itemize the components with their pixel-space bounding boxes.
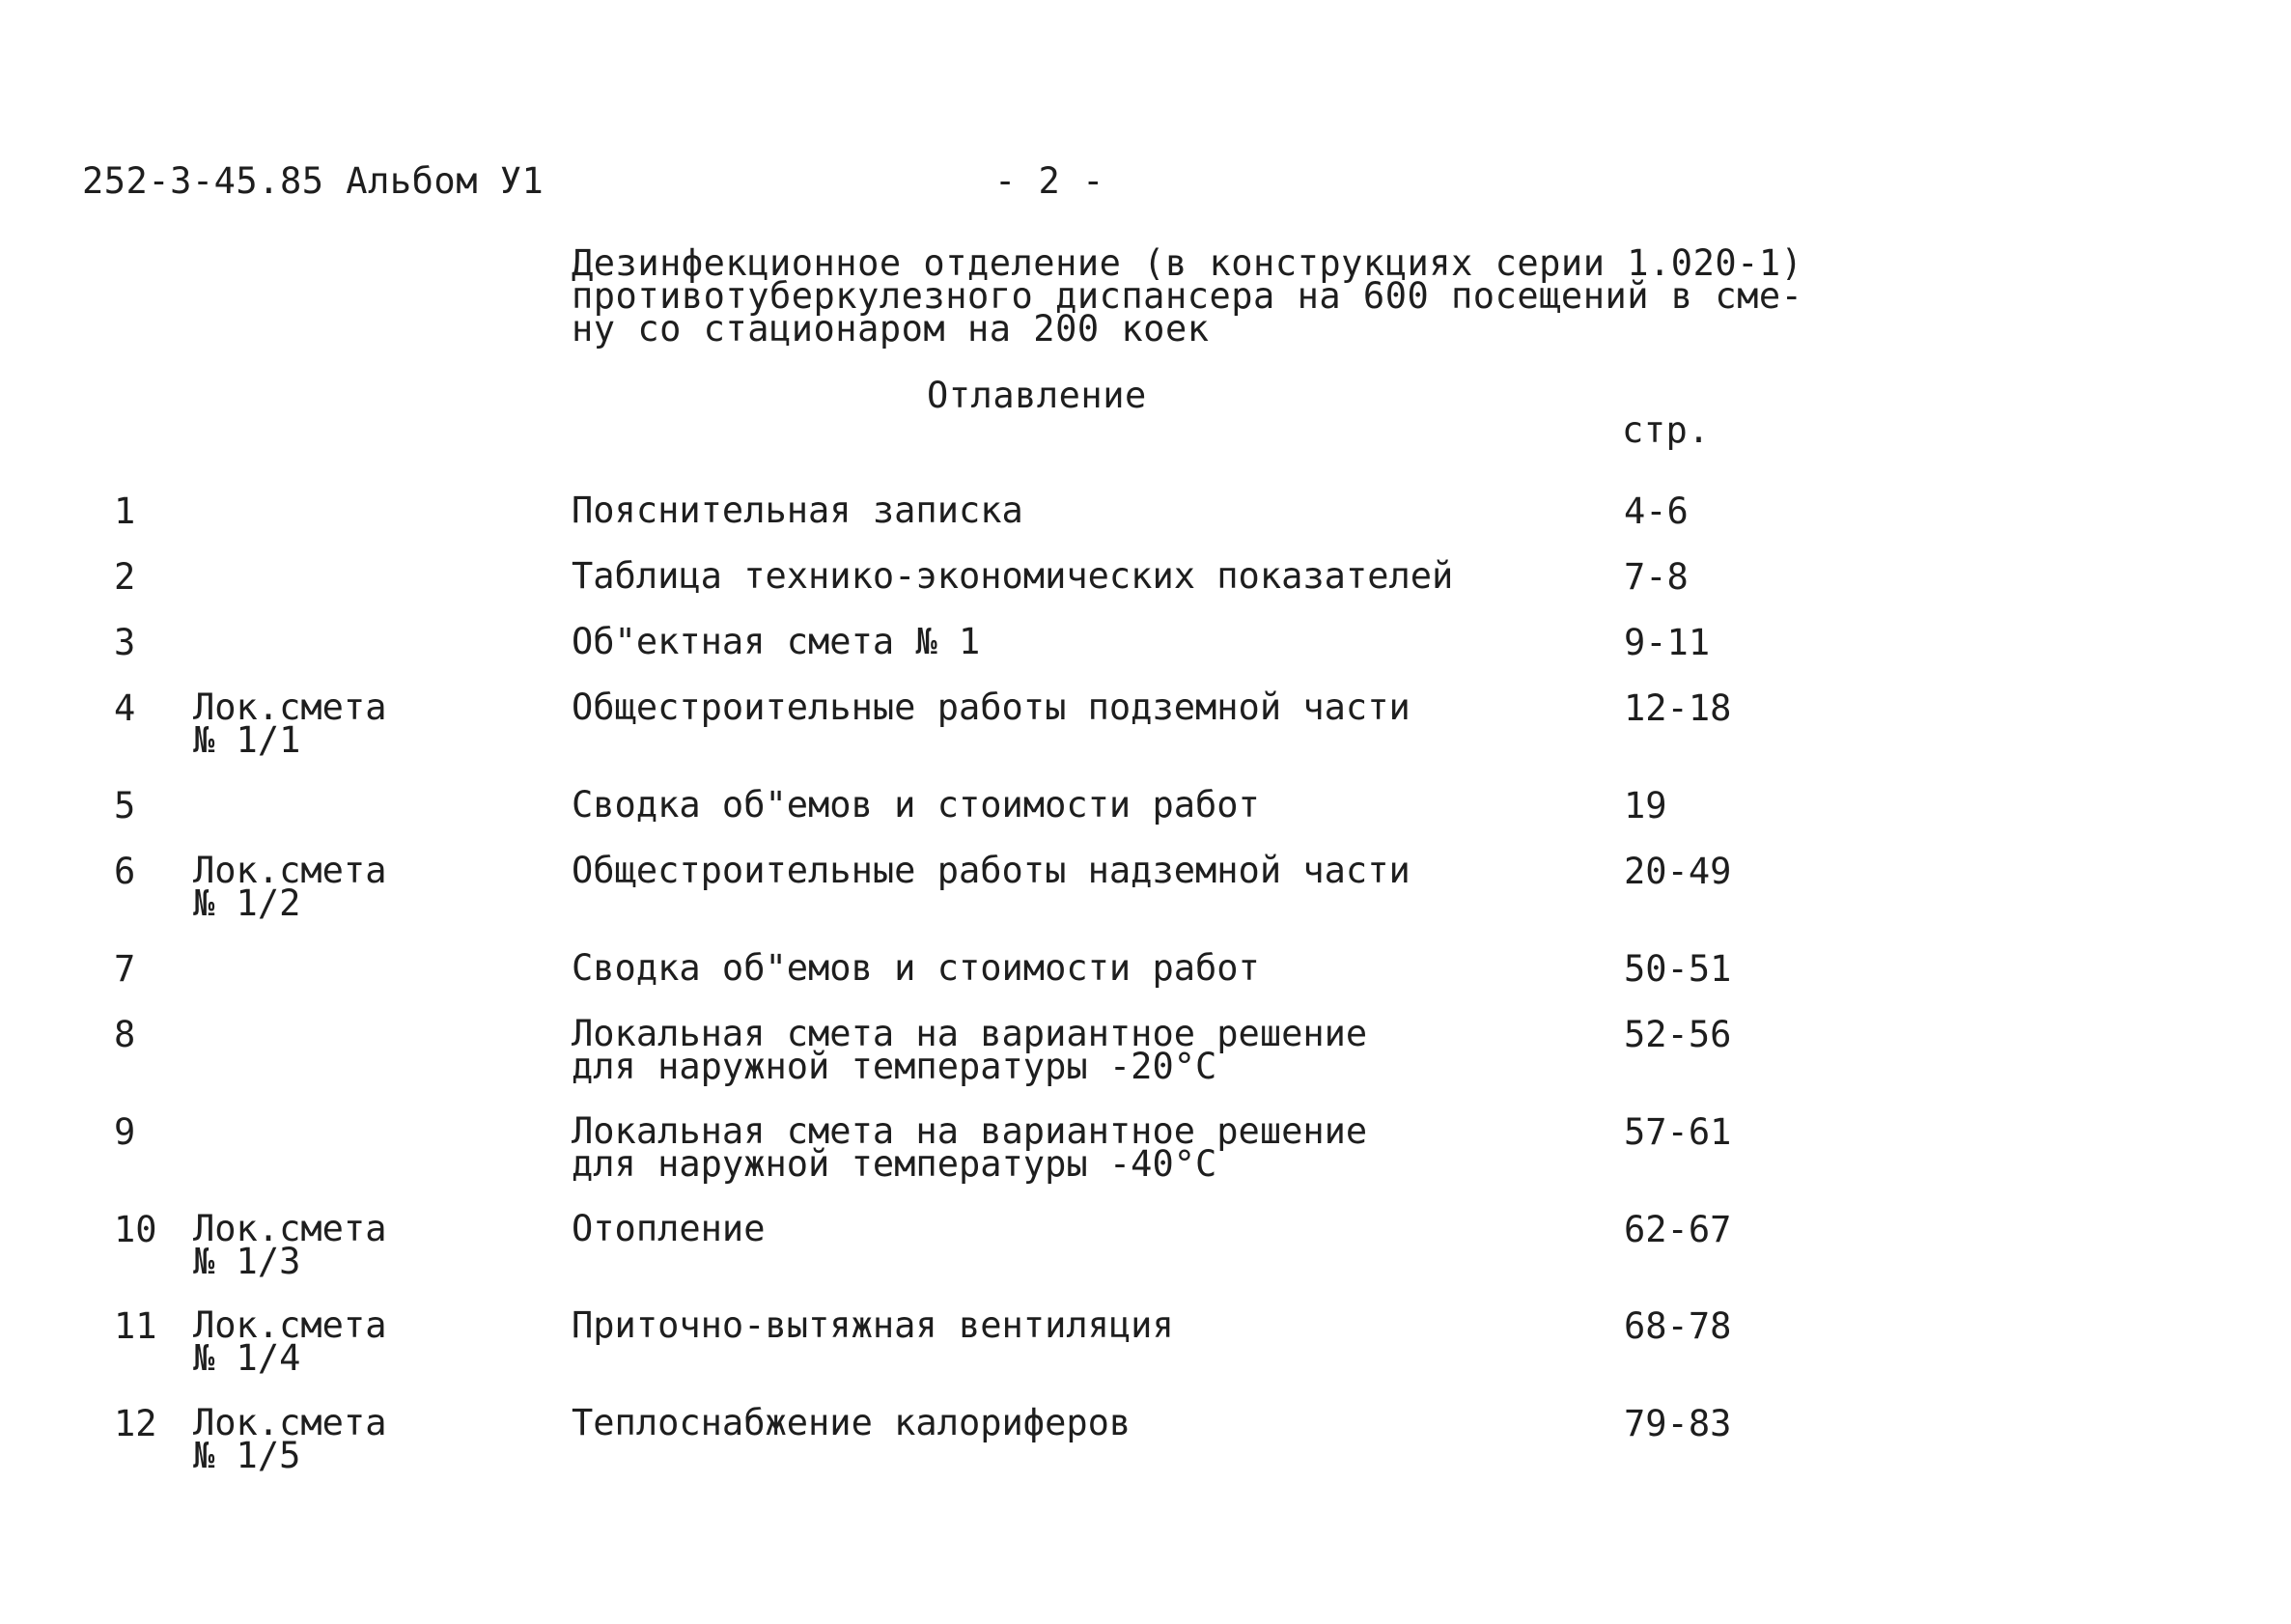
- toc-row: [0, 1208, 2291, 1282]
- row-pages: 9-11: [1624, 622, 1711, 663]
- toc-row: [0, 1110, 2291, 1185]
- toc-row: [0, 1304, 2291, 1379]
- document-title: Дезинфекционное отделение (в конструкциях серии 1.020-1) противотуберкулезного диспансера на 600 посещений в сме- ну со стационаром на 200 коек: [572, 242, 1803, 350]
- row-pages: 20-49: [1624, 851, 1732, 892]
- row-title: Отопление: [572, 1208, 766, 1249]
- row-pages: 50-51: [1624, 948, 1732, 990]
- toc-row: [0, 947, 2291, 1020]
- row-number: 5: [114, 785, 136, 826]
- toc-row: [0, 621, 2291, 693]
- toc-row: [0, 1402, 2291, 1476]
- row-title: Общестроительные работы надземной части: [572, 850, 1411, 891]
- row-title: Общестроительные работы подземной части: [572, 686, 1411, 728]
- row-number: 2: [114, 556, 136, 598]
- row-title: Сводка об"емов и стоимости работ: [572, 947, 1260, 989]
- row-title: Локальная смета на вариантное решение для наружной температуры -40°С: [572, 1110, 1368, 1185]
- row-number: 6: [114, 851, 136, 892]
- row-number: 11: [114, 1305, 157, 1347]
- row-document: Лок.смета № 1/2: [193, 850, 387, 924]
- row-number: 9: [114, 1111, 136, 1153]
- toc-row: [0, 850, 2291, 924]
- toc-row: [0, 686, 2291, 761]
- row-pages: 19: [1624, 785, 1667, 826]
- row-title: Приточно-вытяжная вентиляция: [572, 1304, 1174, 1346]
- row-pages: 12-18: [1624, 687, 1732, 729]
- page-number: - 2 -: [994, 160, 1104, 202]
- row-title: Об"ектная смета № 1: [572, 621, 981, 662]
- row-pages: 57-61: [1624, 1111, 1732, 1153]
- toc-row: [0, 490, 2291, 562]
- row-document: Лок.смета № 1/4: [193, 1304, 387, 1379]
- row-document: Лок.смета № 1/3: [193, 1208, 387, 1282]
- row-pages: 4-6: [1624, 490, 1689, 532]
- page-column-label: стр.: [1622, 409, 1711, 451]
- row-document: Лок.смета № 1/1: [193, 686, 387, 761]
- row-title: Пояснительная записка: [572, 490, 1023, 531]
- row-pages: 7-8: [1624, 556, 1689, 598]
- row-number: 7: [114, 948, 136, 990]
- row-number: 8: [114, 1014, 136, 1055]
- row-pages: 62-67: [1624, 1209, 1732, 1250]
- row-number: 1: [114, 490, 136, 532]
- row-number: 4: [114, 687, 136, 729]
- row-pages: 68-78: [1624, 1305, 1732, 1347]
- row-document: Лок.смета № 1/5: [193, 1402, 387, 1476]
- row-number: 10: [114, 1209, 157, 1250]
- row-title: Локальная смета на вариантное решение для наружной температуры -20°С: [572, 1013, 1368, 1087]
- row-number: 12: [114, 1403, 157, 1444]
- row-number: 3: [114, 622, 136, 663]
- document-code: 252-3-45.85 Альбом У1: [82, 160, 545, 202]
- row-pages: 79-83: [1624, 1403, 1732, 1444]
- toc-row: [0, 784, 2291, 856]
- row-pages: 52-56: [1624, 1014, 1732, 1055]
- row-title: Теплоснабжение калориферов: [572, 1402, 1132, 1443]
- toc-heading: Отлавление: [927, 375, 1147, 416]
- row-title: Таблица технико-экономических показателей: [572, 555, 1454, 597]
- row-title: Сводка об"емов и стоимости работ: [572, 784, 1260, 826]
- toc-row: [0, 1013, 2291, 1087]
- toc-row: [0, 555, 2291, 628]
